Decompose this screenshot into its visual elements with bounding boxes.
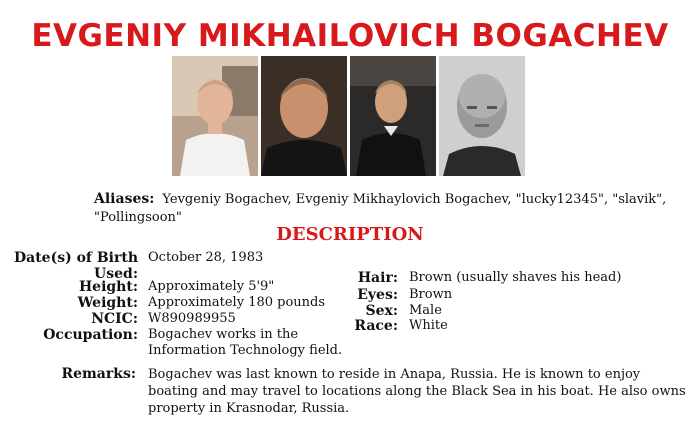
photo-2 bbox=[261, 56, 347, 176]
dob-label-line1: Date(s) of Birth bbox=[14, 250, 138, 266]
aliases-value: Yevgeniy Bogachev, Evgeniy Mikhaylovich Bogachev, "lucky12345", "slavik", "Pollingsoon" bbox=[94, 192, 667, 225]
photo-strip bbox=[172, 56, 525, 176]
aliases-label: Aliases: bbox=[94, 191, 155, 207]
dob-value: October 28, 1983 bbox=[148, 250, 264, 265]
aliases-block bbox=[94, 190, 684, 227]
race-label: Race: bbox=[354, 318, 398, 334]
ncic-value: W890989955 bbox=[148, 311, 236, 326]
dob-label-line2: Used: bbox=[94, 266, 138, 282]
dob-label bbox=[8, 250, 138, 282]
remarks-label: Remarks: bbox=[61, 366, 136, 382]
weight-label: Weight: bbox=[77, 295, 138, 311]
hair-label: Hair: bbox=[357, 270, 398, 286]
eyes-value: Brown bbox=[409, 287, 453, 302]
ncic-label: NCIC: bbox=[91, 311, 138, 327]
occupation-label: Occupation: bbox=[43, 327, 138, 343]
description-heading: DESCRIPTION bbox=[276, 224, 424, 245]
photo-3 bbox=[350, 56, 436, 176]
sex-label: Sex: bbox=[365, 303, 398, 319]
photo-1 bbox=[172, 56, 258, 176]
height-label: Height: bbox=[78, 279, 138, 295]
poster-title: EVGENIY MIKHAILOVICH BOGACHEV bbox=[31, 18, 669, 54]
weight-value: Approximately 180 pounds bbox=[148, 295, 326, 310]
occupation-value-line2: Information Technology field. bbox=[148, 343, 343, 358]
height-value: Approximately 5'9" bbox=[148, 279, 275, 294]
photo-4 bbox=[439, 56, 525, 176]
remarks-value: Bogachev was last known to reside in Anapa, Russia. He is known to enjoy boating and may travel to locations along the Black Sea in his boat. He also owns property in Krasnodar, Russia. bbox=[148, 367, 686, 416]
hair-value: Brown (usually shaves his head) bbox=[409, 270, 622, 285]
race-value: White bbox=[409, 318, 448, 333]
eyes-label: Eyes: bbox=[357, 287, 398, 303]
sex-value: Male bbox=[409, 303, 442, 318]
occupation-value-line1: Bogachev works in the bbox=[148, 327, 299, 342]
